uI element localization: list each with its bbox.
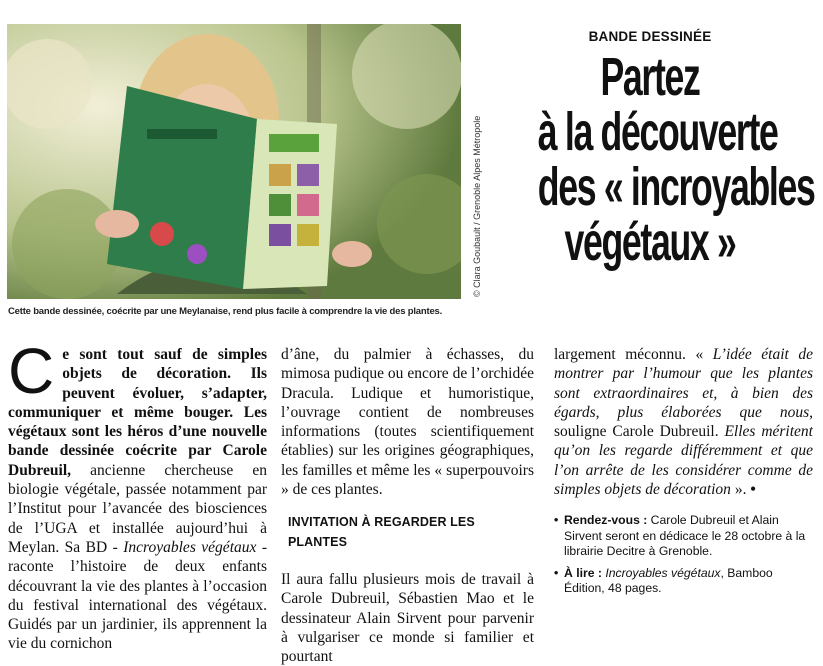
headline-line: à la découverte	[537, 102, 778, 162]
end-mark: •	[746, 481, 756, 499]
headline-line: végétaux »	[564, 212, 736, 272]
info-rendez-vous	[554, 513, 813, 560]
info-label: Rendez-vous :	[564, 513, 648, 528]
article-body-cont: - raconte l’histoire de deux enfants découvrant la vie des plantes à l’occasion du festival international des végétaux. Guidés par un jardinier, ils apprennent la vie du cornichon	[8, 538, 268, 653]
photo-caption: Cette bande dessinée, coécrite par une Meylanaise, rend plus facile à comprendre la vie des plantes.	[8, 306, 443, 317]
article-body: Il aura fallu plusieurs mois de travail à Carole Dubreuil, Sébastien Mao et le dessinateur Alain Sirvent pour parvenir à vulgariser ce monde si familier et pourtant	[281, 570, 534, 666]
photo-credit: © Clara Goubault / Grenoble Alpes Métropole	[472, 115, 482, 297]
info-text: Carole Dubreuil et Alain Sirvent seront en dédicace le 28 octobre à la librairie Decitre à Grenoble.	[564, 513, 806, 559]
article-body-cont: d’âne, du palmier à échasses, du mimosa pudique ou encore de l’orchidée Dracula. Ludique et humoristique, l’ouvrage contient de nombreuses informations (toutes scientifiquement établies) sur les origines géographiques, les familles et même les « superpouvoirs » de ces plantes.	[281, 346, 534, 499]
drop-cap: C	[8, 335, 55, 407]
article-body: ».	[730, 481, 747, 499]
woman-reading-comic-photo	[7, 24, 461, 299]
book-title: Incroyables végétaux	[123, 538, 257, 556]
quote: Elles méritent qu’on les regarde différemment et que l’on arrête de les considérer comme de simples objets de décoration	[554, 423, 813, 499]
article-body: largement méconnu. «	[554, 346, 713, 363]
article-subhead: INVITATION À REGARDER LES PLANTES	[288, 515, 475, 549]
info-a-lire	[554, 566, 813, 597]
article-column-1	[8, 335, 268, 654]
book-title: Incroyables végétaux	[601, 565, 721, 580]
article-lead: e sont tout sauf de simples objets de décoration. Ils peuvent évoluer, s’adapter, communiquer et même bouger. Les végétaux sont les héros d’une nouvelle bande dessinée coécrite par Carole Dubreuil,	[8, 346, 267, 479]
article-photo	[7, 24, 461, 299]
info-label: À lire :	[564, 565, 602, 580]
bullet: •	[554, 513, 559, 528]
quote: L’idée était de montrer par l’humour que les plantes sont extraordinaires et, à bien des égards, plus élaborées que nous,	[554, 346, 813, 421]
headline-line: Partez	[600, 47, 700, 107]
article-column-3	[554, 345, 813, 597]
section-kicker: BANDE DESSINÉE	[588, 29, 712, 44]
info-text: , Bamboo Édition, 48 pages.	[564, 565, 773, 596]
article-body: souligne Carole Dubreuil.	[554, 423, 725, 441]
article-body: ancienne chercheuse en biologie végétale, passée notamment par l’Institut pour l’avancée des biosciences de l’UGA et installée aujourd’hui à Meylan. Sa BD -	[8, 461, 267, 556]
article-column-2	[281, 345, 534, 666]
headline	[480, 47, 820, 272]
headline-line: des « incroyables	[537, 157, 815, 217]
bullet: •	[554, 565, 559, 580]
